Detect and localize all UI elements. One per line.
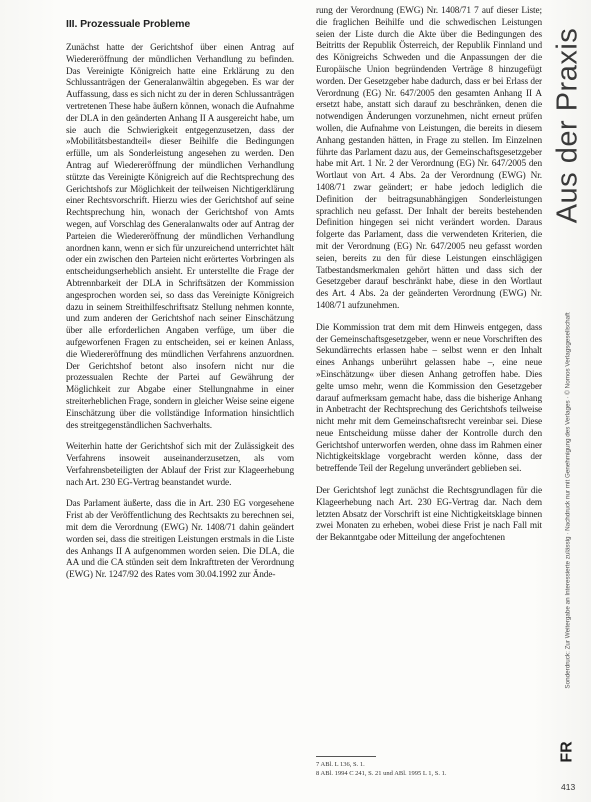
footnote-divider [316,756,376,757]
paragraph: Zunächst hatte der Gerichtshof über einen Antrag auf Wiedereröffnung der mündlichen Verhandlung zu befinden. Das Vereinigte Königreich hatte eine Erklärung zu den Schlussanträgen der Generalanwältin abgegeben. Es war der Auffassung, dass es sich nicht zu der in deren Schlussanträgen vertretenen These habe äußern können, wonach die Aufnahme der DLA in den geänderten Anhang II A ausgereicht habe, um sie auch die Schwierigkeit entgegenzusetzen, dass der »Mobilitätsbestandteil« dieser Beihilfe die Bedingungen erfülle, um als Sonderleistung angesehen zu werden. Den Antrag auf Wiedereröffnung der mündlichen Verhandlung stützte das Vereinigte Königreich auf die Rechtsprechung des Gerichtshofs zur Möglichkeit der teilweisen Nichtigerklärung einer Rechtsvorschrift. Hierzu wies der Gerichtshof auf seine Rechtsprechung hin, wonach der Gerichtshof von Amts wegen, auf Vorschlag des Generalanwalts oder auf Antrag der Parteien die Wiedereröffnung der mündlichen Verhandlung anordnen kann, wenn er sich für unzureichend unterrichtet hält oder ein zwischen den Parteien nicht erörtertes Vorbringen als entscheidungserheblich ansieht. Er unterstellte die Frage der Abtrennbarkeit der DLA in Schriftsätzen der Kommission angesprochen worden sei, so dass das Vereinigte Königreich dazu in seinem Streithilfeschriftsatz Stellung nehmen konnte, und zum anderen der Gerichtshof nach seiner Einschätzung über alle erforderlichen Angaben verfüge, um über die aufgeworfenen Fragen zu entscheiden, sei er keinen Anlass, die Wiedereröffnung des mündlichen Verfahrens anzuordnen. Der Gerichtshof betont also insofern nicht nur die prozessualen Rechte der Partei auf Gewährung der Möglichkeit zur Abgabe einer Stellungnahme in einer streiterheblichen Frage, sondern in gleicher Weise seine eigene Einschätzung über die vollständige Information hinsichtlich des streitgegenständlichen Sachverhalts. [66,43,294,431]
paragraph: Der Gerichtshof legt zunächst die Rechtsgrundlagen für die Klageerhebung nach Art. 230 EG-Vertrag dar. Nach dem letzten Absatz der Vorschrift ist eine Nichtigkeitsklage binnen zwei Monaten zu erheben, wobei diese Frist je nach Fall mit der Bekanntgabe oder Mitteilung der angefochtenen [316,486,542,544]
footnote: 8 ABl. 1994 C 241, S. 21 und ABl. 1995 L 1, S. 1. [316,770,447,777]
journal-logo-text: FR [558,741,576,763]
side-title [548,27,588,223]
paragraph: Das Parlament äußerte, dass die in Art. 230 EG vorgesehene Frist ab der Veröffentlichung des Rechtsakts zu berechnen sei, mit dem die Verordnung (EWG) Nr. 1408/71 dahin geändert worden sei, dass die streitigen Leistungen erstmals in die Liste des Anhangs II A aufgenommen worden seien. Die DLA, die AA und die CA stünden seit dem Inkrafttreten der Verordnung (EWG) Nr. 1247/92 des Rates vom 30.04.1992 zur Ände- [66,499,294,581]
footnotes [316,756,542,778]
paragraph: rung der Verordnung (EWG) Nr. 1408/71 7 auf dieser Liste; die fraglichen Beihilfe und die schwedischen Leistungen seien der Liste durch die Akte über die Bedingungen des Beitritts der Republik Österreich, der Republik Finnland und des Königreichs Schweden und die Anpassungen der die Europäische Union begründenden Verträge 8 hinzugefügt worden. Der Gesetzgeber habe dadurch, dass er bei Erlass der Verordnung (EG) Nr. 647/2005 den gesamten Anhang II A ersetzt habe, anstatt sich darauf zu beschränken, denen die notwendigen Änderungen vorzunehmen, nicht erneut prüfen wollen, die Aufnahme von Leistungen, die bereits in diesem Anhang gestanden hätten, in Frage zu stellen. Im Einzelnen führte das Parlament dazu aus, der Gemeinschaftsgesetzgeber habe mit Art. 1 Nr. 2 der Verordnung (EG) Nr. 647/2005 den Wortlaut von Art. 4 Abs. 2a der Verordnung (EWG) Nr. 1408/71 zwar geändert; er habe jedoch lediglich die Definition der beitragsunabhängigen Sonderleistungen sprachlich neu gefasst. Der Inhalt der bereits bestehenden Definition hingegen sei nicht verändert worden. Daraus folgerte das Parlament, dass die verwendeten Kriterien, die mit der Verordnung (EG) Nr. 647/2005 neu gefasst worden seien, bereits zu den für diese Leistungen einschlägigen Tatbestandsmerkmalen gehört hätten und dass sich der Gesetzgeber darauf beschränkt habe, diese in den Wortlaut des Art. 4 Abs. 2a der geänderten Verordnung (EWG) Nr. 1408/71 aufzunehmen. [316,6,542,311]
left-column [66,18,294,592]
side-meta-text: Sonderdruck: Zur Weitergabe an Interessierte zulässig · Nachdruck nur mit Genehmigung des Verlages · © Nomos Verlagsgesellschaft [564,311,572,689]
journal-logo [557,738,579,766]
footnote: 7 ABl. L 136, S. 1. [316,761,365,768]
paragraph: Die Kommission trat dem mit dem Hinweis entgegen, dass der Gemeinschaftsgesetzgeber, wenn er neue Vorschriften des Sekundärrechts erlassen habe – selbst wenn er den Inhalt eines Anhangs unberührt gelassen habe –, eine neue »Einschätzung« über diesen Anhang getroffen habe. Dies gelte umso mehr, wenn die Kommission den Gesetzgeber darauf aufmerksam gemacht habe, dass die bisherige Anhang in Anbetracht der Rechtsprechung des Gerichtshofs teilweise nicht mehr mit dem Gemeinschaftsrecht vereinbar sei. Diese neue Entscheidung müsse daher der Kontrolle durch den Gerichtshof unterworfen werden, ohne dass im Rahmen einer Nichtigkeitsklage vorgebracht werden könne, dass der betreffende Teil der Regelung unverändert geblieben sei. [316,322,542,475]
page-number: 413 [561,782,576,792]
paragraph: Weiterhin hatte der Gerichtshof sich mit der Zulässigkeit des Verfahrens insoweit auseinanderzusetzen, als vom Verfahrensbeteiligten der Ablauf der Frist zur Klageerhebung nach Art. 230 EG-Vertrag beanstandet wurde. [66,442,294,488]
section-heading: III. Prozessuale Probleme [66,18,191,30]
right-column [316,6,542,555]
side-meta [555,240,581,763]
side-title-text: Aus der Praxis [551,27,584,223]
